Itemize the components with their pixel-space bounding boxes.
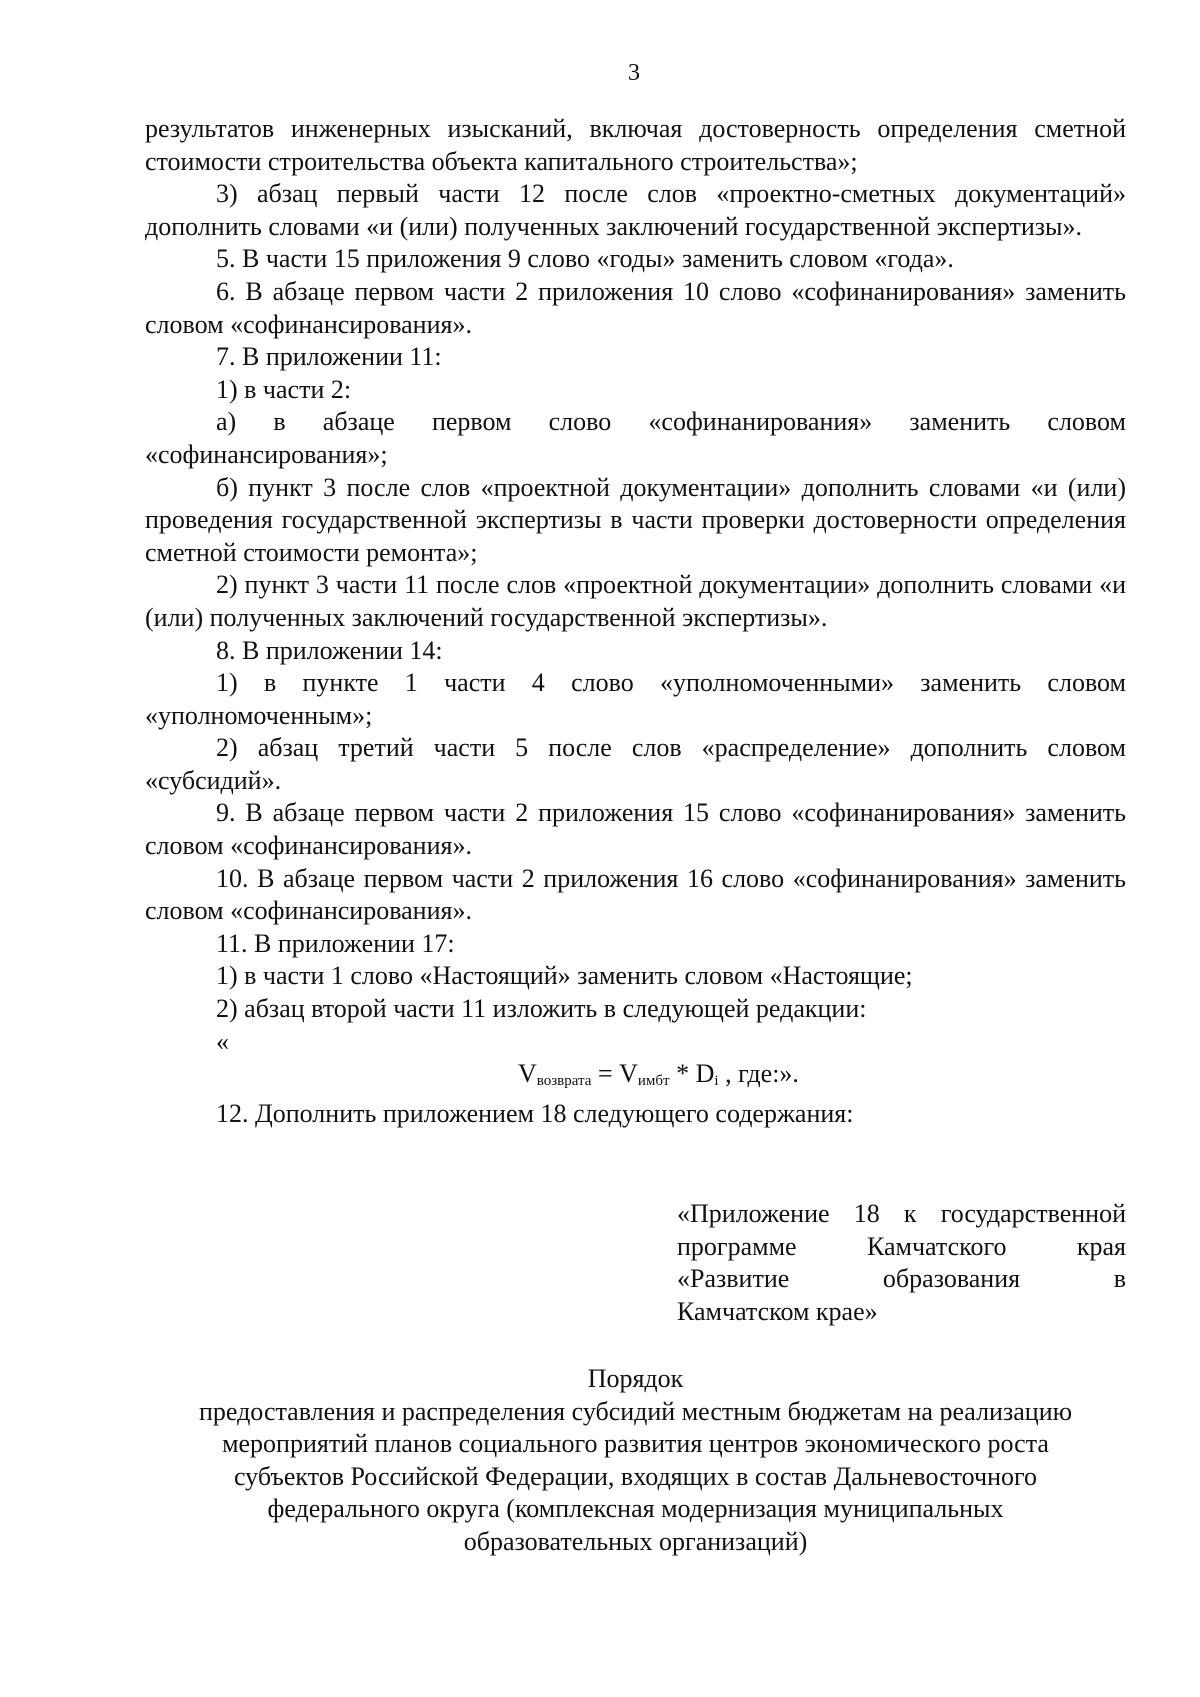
paragraph: 2) пункт 3 части 11 после слов «проектной документации» дополнить словами «и (или) полученных заключений государственной экспертизы». <box>145 570 1126 632</box>
paragraph: 2) абзац второй части 11 изложить в следующей редакции: <box>216 994 867 1024</box>
document-body <box>145 113 1126 1130</box>
paragraph: 10. В абзаце первом части 2 приложения 16 слово «софинанирования» заменить словом «софинансирования». <box>145 863 1126 926</box>
order-title-line: федерального округа (комплексная модернизация муниципальных <box>267 1494 1004 1524</box>
appendix-ref-line: Камчатском крае» <box>677 1296 878 1326</box>
order-title-heading: Порядок <box>587 1364 684 1393</box>
formula-d: D <box>695 1059 715 1089</box>
paragraph: 2) абзац третий части 5 после слов «распределение» дополнить словом «субсидий». <box>145 733 1126 795</box>
paragraph: 12. Дополнить приложением 18 следующего содержания: <box>216 1098 854 1128</box>
appendix-reference <box>677 1198 1126 1328</box>
formula-v2: V <box>619 1059 638 1089</box>
paragraph: 8. В приложении 14: <box>216 635 443 665</box>
formula-sub-return: возврата <box>536 1073 592 1090</box>
paragraph: 6. В абзаце первом части 2 приложения 10 слово «софинанирования» заменить словом «софинансирования». <box>145 276 1126 339</box>
return-formula <box>145 1058 1126 1098</box>
order-title <box>145 1363 1126 1559</box>
paragraph: а) в абзаце первом слово «софинанирования» заменить словом «софинансирования»; <box>145 407 1126 469</box>
order-title-line: предоставления и распределения субсидий местным бюджетам на реализацию <box>198 1396 1073 1426</box>
formula-multiply: * <box>669 1059 696 1089</box>
paragraph: результатов инженерных изысканий, включая достоверность определения сметной стоимости строительства объекта капитального строительства»; <box>145 114 1126 176</box>
order-title-line: мероприятий планов социального развития центров экономического роста <box>222 1429 1049 1459</box>
formula-sub-imbt: имбт <box>637 1073 670 1090</box>
paragraph: 1) в части 1 слово «Настоящий» заменить словом «Настоящие; <box>216 961 913 991</box>
paragraph: 1) в части 2: <box>216 374 352 404</box>
page-number: 3 <box>628 60 640 86</box>
formula-v1: V <box>518 1059 537 1089</box>
paragraph: 3) абзац первый части 12 после слов «проектно-сметных документаций» дополнить словами «и (или) полученных заключений государственной экспертизы». <box>145 179 1126 241</box>
appendix-ref-line: «Приложение 18 к государственной <box>677 1199 1126 1228</box>
paragraph: 1) в пункте 1 части 4 слово «уполномоченными» заменить словом «уполномоченным»; <box>145 668 1126 730</box>
paragraph: 5. В части 15 приложения 9 слово «годы» заменить словом «года». <box>216 244 954 274</box>
order-title-line: образовательных организаций) <box>463 1526 808 1556</box>
paragraph: б) пункт 3 после слов «проектной документации» дополнить словами «и (или) проведения государственной экспертизы в части проверки достоверности определения сметной стоимости ремонта»; <box>145 472 1126 567</box>
appendix-ref-line: программе Камчатского края <box>677 1231 1126 1261</box>
paragraph: 11. В приложении 17: <box>216 928 455 958</box>
appendix-ref-line: «Развитие образования в <box>677 1264 1126 1294</box>
formula-tail: , где:». <box>718 1059 799 1089</box>
paragraph: 7. В приложении 11: <box>216 342 442 372</box>
formula-equals: = <box>591 1059 620 1089</box>
paragraph: « <box>216 1026 229 1056</box>
paragraph: 9. В абзаце первом части 2 приложения 15 слово «софинанирования» заменить словом «софинансирования». <box>145 798 1126 861</box>
formula-sub-i: i <box>714 1073 719 1090</box>
order-title-line: субъектов Российской Федерации, входящих в состав Дальневосточного <box>233 1461 1038 1491</box>
